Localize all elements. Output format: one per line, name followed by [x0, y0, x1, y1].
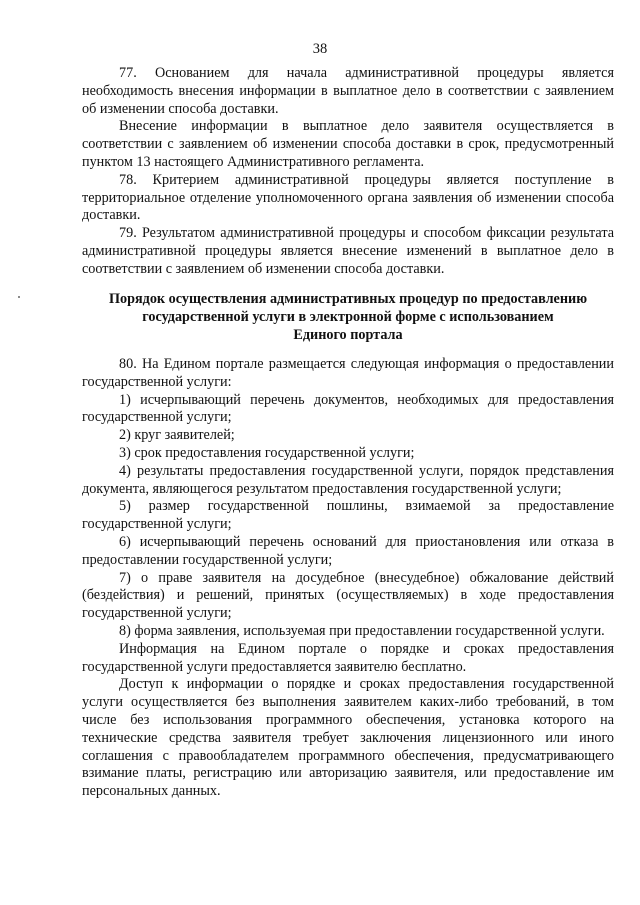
paragraph-80: 80. На Едином портале размещается следующая информация о предоставлении государственной услуги: [82, 356, 614, 390]
list-item-2: 2) круг заявителей; [119, 427, 235, 444]
list-item-5: 5) размер государственной пошлины, взимаемой за предоставление государственной услуги; [82, 498, 614, 533]
section-2 [82, 356, 614, 801]
section-1 [82, 65, 614, 279]
heading-line: Единого портала [293, 326, 403, 343]
paragraph-77-continued: Внесение информации в выплатное дело заявителя осуществляется в соответствии с заявлением об изменении способа доставки в срок, предусмотренный пунктом 13 настоящего Административного регламента. [82, 118, 614, 170]
section-heading [82, 291, 614, 344]
list-item-4: 4) результаты предоставления государственной услуги, порядок представления документа, являющегося результатом предоставления государственной услуги; [82, 462, 614, 497]
paragraph-77: 77. Основанием для начала административной процедуры является необходимость внесения информации в выплатное дело в соответствии с заявлением об изменении способа доставки. [82, 65, 614, 117]
heading-line: Порядок осуществления административных процедур по предоставлению [108, 291, 588, 307]
paragraph-free-info: Информация на Едином портале о порядке и сроках предоставления государственной услуги предоставляется заявителю бесплатно. [82, 640, 614, 675]
list-item-7: 7) о праве заявителя на досудебное (внесудебное) обжалование действий (бездействия) и решений, принятых (осуществляемых) в ходе предоставления государственной услуги; [82, 569, 614, 622]
page-number: 38 [312, 41, 328, 57]
list-item-8: 8) форма заявления, используемая при предоставлении государственной услуги. [119, 622, 605, 639]
paragraph-78: 78. Критерием административной процедуры является поступление в территориальное отделение уполномоченного органа заявления об изменении способа доставки. [82, 171, 614, 224]
margin-mark [18, 296, 20, 298]
paragraph-79: 79. Результатом административной процедуры и способом фиксации результата административной процедуры является внесение изменений в выплатное дело в соответствии с заявлением об изменении способа доставки. [82, 225, 614, 277]
list-item-1: 1) исчерпывающий перечень документов, необходимых для предоставления государственной услуги; [82, 391, 614, 426]
list-item-3: 3) срок предоставления государственной услуги; [119, 444, 415, 461]
list-item-6: 6) исчерпывающий перечень оснований для приостановления или отказа в предоставлении государственной услуги; [82, 533, 614, 568]
paragraph-access-info: Доступ к информации о порядке и сроках предоставления государственной услуги осуществляется без выполнения заявителем каких-либо требований, в том числе без использования программного обеспечения, установка которого на технические средства заявителя требует заключения лицензионного или иного соглашения с правообладателем программного обеспечения, предусматривающего взимание платы, регистрацию или авторизацию заявителя, или предоставление им персональных данных. [82, 676, 614, 800]
heading-line: государственной услуги в электронной форме с использованием [142, 308, 554, 325]
